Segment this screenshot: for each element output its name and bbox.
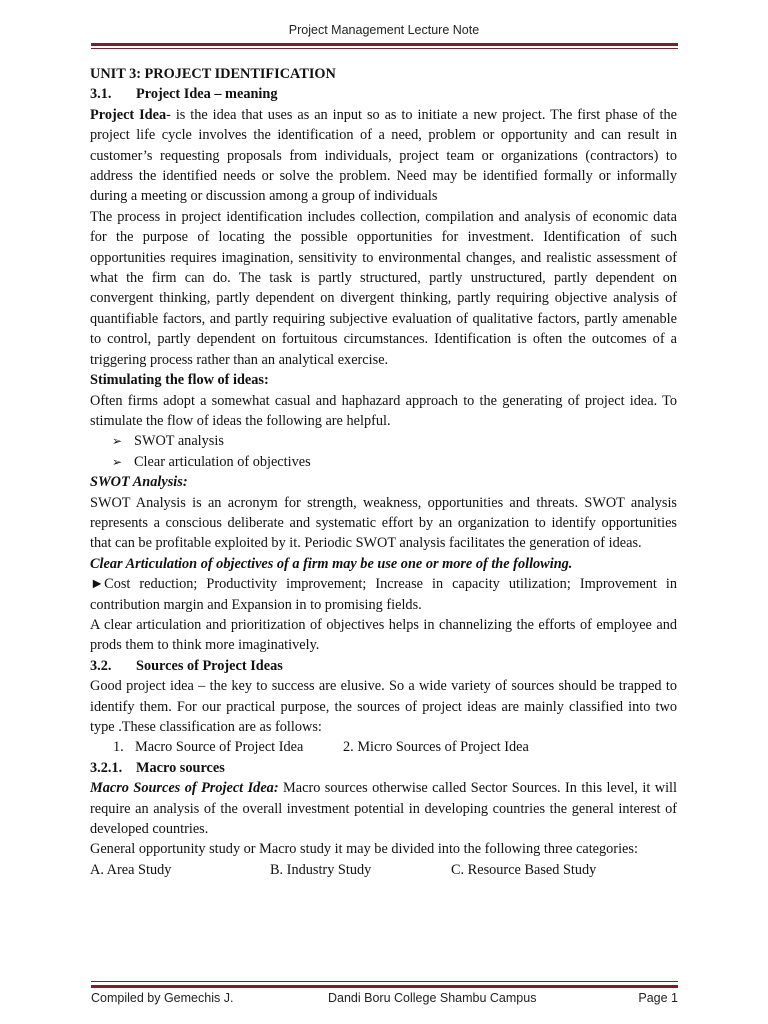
header-rule-thick	[91, 43, 678, 46]
section-number: 3.2.	[90, 657, 112, 674]
footer-rule-thin	[91, 981, 678, 982]
sources-list	[90, 737, 677, 757]
triangle-bullet-icon: ►	[90, 576, 105, 593]
section-3-2-1-heading	[90, 758, 677, 778]
arrow-bullet-icon: ➢	[112, 454, 123, 469]
footer-page-number: Page 1	[638, 991, 678, 1005]
list-item-text: Micro Sources of Project Idea	[357, 739, 529, 756]
footer-institution: Dandi Boru College Shambu Campus	[328, 991, 537, 1005]
section-title: Project Idea – meaning	[136, 86, 278, 103]
paragraph-text: - is the idea that uses as an input so as to initiate a new project. The first phase of the project life cycle involves the identification of a need, problem or opportunity and can result in customer’s requesting proposals from individuals, project team or organizations (contractors) to address the identified needs or solve the problem. Need may be identified formally or informally during a meeting or discussion among a group of individuals	[90, 106, 677, 205]
header-rule-thin	[91, 48, 678, 49]
section-3-1-heading	[90, 84, 677, 104]
swot-paragraph: SWOT Analysis is an acronym for strength, weakness, opportunities and threats. SWOT analysis represents a conscious deliberate and systematic effort by an organization to identify opportunities that can be profitable exploited by it. Periodic SWOT analysis facilitates the generation of ideas.	[90, 494, 677, 552]
list-number: 2.	[343, 739, 354, 756]
section-number: 3.1.	[90, 86, 112, 103]
document-body	[90, 64, 677, 880]
objectives-paragraph	[90, 574, 677, 615]
list-item-text: Macro Source of Project Idea	[135, 739, 304, 756]
section-number: 3.2.1.	[90, 759, 123, 776]
swot-heading: SWOT Analysis:	[90, 474, 188, 491]
paragraph-lead: Project Idea	[90, 106, 167, 123]
footer-rule-thick	[91, 985, 678, 988]
stimulating-heading: Stimulating the flow of ideas:	[90, 372, 269, 389]
macro-study-paragraph: General opportunity study or Macro study it may be divided into the following three categories:	[90, 841, 638, 858]
clear-articulation-heading: Clear Articulation of objectives of a firm may be use one or more of the following.	[90, 555, 573, 572]
page-header-title: Project Management Lecture Note	[288, 23, 480, 37]
idea-bullet-list	[90, 431, 677, 472]
unit-title: UNIT 3: PROJECT IDENTIFICATION	[90, 66, 336, 82]
industry-study-item: B. Industry Study	[270, 861, 372, 878]
study-categories	[90, 860, 677, 880]
resource-study-item: C. Resource Based Study	[451, 861, 597, 878]
section-title: Macro sources	[136, 759, 225, 776]
sources-paragraph: Good project idea – the key to success are elusive. So a wide variety of sources should be trapped to identify them. For our practical purpose, the sources of project ideas are mainly classified into two type .These classification are as follows:	[90, 678, 677, 735]
list-item	[90, 737, 343, 757]
list-item-text: SWOT analysis	[134, 433, 224, 450]
section-title: Sources of Project Ideas	[136, 657, 283, 674]
identification-process-paragraph: The process in project identification includes collection, compilation and analysis of economic data for the purpose of locating the possible opportunities for investment. Identification of such opportunities requires imagination, sensitivity to environmental changes, and realistic assessment of what the firm can do. The task is partly structured, partly unstructured, partly dependent on convergent thinking, partly dependent on divergent thinking, partly requiring objective analysis of quantifiable factors, and partly requiring subjective evaluation of qualitative factors, partly amenable to control, partly dependent on fortuitous circumstances. Identification is often the outcomes of a triggering process rather than an analytical exercise.	[90, 208, 677, 368]
section-3-2-heading	[90, 656, 677, 676]
list-item	[343, 737, 529, 757]
list-item-text: Clear articulation of objectives	[134, 453, 311, 470]
stimulating-paragraph: Often firms adopt a somewhat casual and haphazard approach to the generating of project idea. To stimulate the flow of ideas the following are helpful.	[90, 392, 677, 429]
paragraph-lead: Macro Sources of Project Idea:	[90, 780, 279, 797]
arrow-bullet-icon: ➢	[112, 434, 123, 449]
articulation-paragraph: A clear articulation and prioritization of objectives helps in channelizing the efforts of employee and prods them to think more imaginatively.	[90, 616, 677, 654]
project-idea-paragraph	[90, 105, 677, 207]
footer-author: Compiled by Gemechis J.	[91, 991, 234, 1005]
list-item	[90, 431, 677, 451]
macro-sources-paragraph	[90, 778, 677, 839]
area-study-item: A. Area Study	[90, 861, 172, 878]
paragraph-text: Macro sources otherwise called Sector Sources. In this level, it will require an analysis of the overall investment potential in developing countries the general interest of developed countries.	[90, 780, 677, 838]
list-number: 1.	[113, 739, 124, 756]
paragraph-text: Cost reduction; Productivity improvement; Increase in capacity utilization; Improvement in contribution margin and Expansion in to promising fields.	[90, 576, 677, 613]
list-item	[90, 452, 677, 472]
